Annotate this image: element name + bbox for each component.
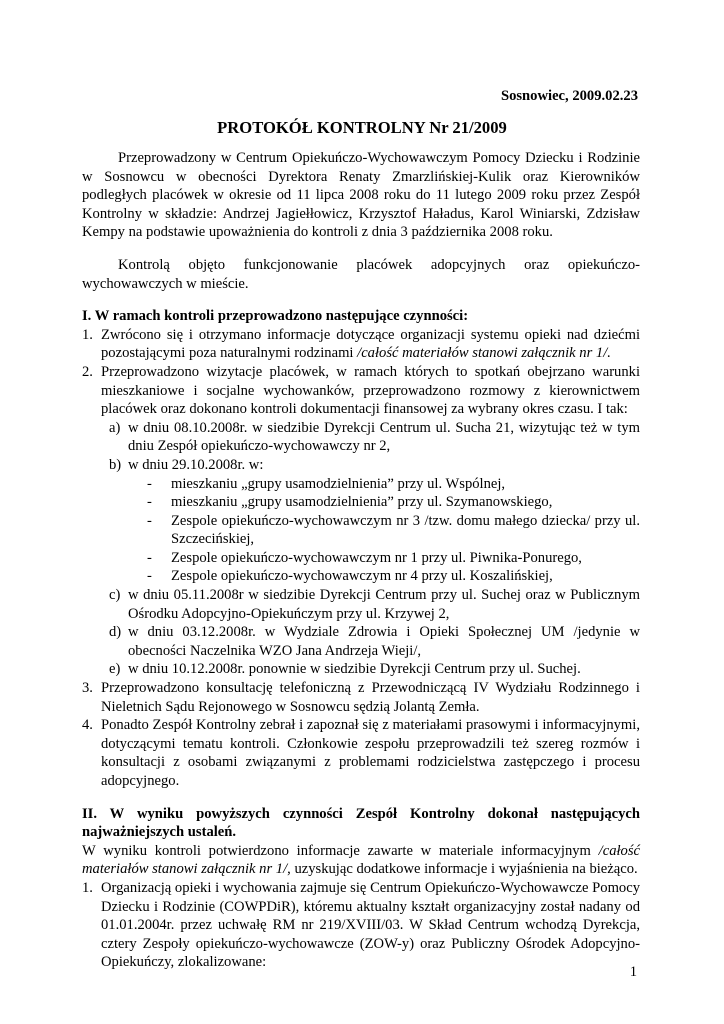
intro-paragraph: Przeprowadzony w Centrum Opiekuńczo-Wychowawczym Pomocy Dziecku i Rodzinie w Sosnowcu w obecności Dyrektora Renaty Zmarzlińskiej-Kulik oraz Kierowników podległych placówek w okresie od 11 lipca 2008 roku do 11 lutego 2009 roku przez Zespół Kontrolny w składzie: Andrzej Jagiełłowicz, Krzysztof Haładus, Karol Winiarski, Zdzisław Kempy na podstawie upoważnienia do kontroli z dnia 3 października 2008 roku.: [82, 150, 640, 241]
list-item: 2. Przeprowadzono wizytacje placówek, w ramach których to spotkań obejrzano warunki mieszkaniowe i socjalne wychowanków, przeprowadzono rozmowy z kierownictwem placówek oraz dokonano kontroli dokumentacji finansowej za wybrany okres czasu. I tak:: [82, 363, 640, 418]
attachment-note: /całość materiałów stanowi załącznik nr 1/: [82, 842, 640, 878]
findings-paragraph: W wyniku kontroli potwierdzono informacje zawarte w materiale informacyjnym /całość materiałów stanowi załącznik nr 1/, uzyskując dodatkowe informacje i wyjaśnienia na bieżąco.: [82, 842, 640, 878]
attachment-note: /całość materiałów stanowi załącznik nr 1/.: [357, 345, 611, 362]
page-number: 1: [629, 964, 637, 980]
sub-item: b) w dniu 29.10.2008r. w:: [109, 456, 264, 473]
dash-item: - mieszkaniu „grupy usamodzielnienia” przy ul. Wspólnej,: [147, 475, 506, 492]
sub-item: c) w dniu 05.11.2008r w siedzibie Dyrekcji Centrum przy ul. Suchej oraz w Publicznym Ośrodku Adopcyjno-Opiekuńczym przy ul. Krzywej 2,: [109, 587, 640, 622]
list-item: 1. Zwrócono się i otrzymano informacje dotyczące organizacji systemu opieki nad dziećmi pozostającymi poza naturalnymi rodzinami /całość materiałów stanowi załącznik nr 1/.: [82, 326, 640, 362]
scope-paragraph: Kontrolą objęto funkcjonowanie placówek adopcyjnych oraz opiekuńczo-wychowawczych w mieście.: [82, 256, 640, 292]
list-item: 4. Ponadto Zespół Kontrolny zebrał i zapoznał się z materiałami prasowymi i informacyjnymi, dotyczącymi tematu kontroli. Członkowie zespołu przeprowadzili też szereg rozmów i konsultacji z osobami związanymi z problemami rodzicielstwa zastępczego i procesu adopcyjnego.: [82, 717, 640, 789]
section-1-heading: I. W ramach kontroli przeprowadzono następujące czynności:: [82, 308, 469, 325]
place-date: Sosnowiec, 2009.02.23: [500, 88, 638, 104]
dash-item: - Zespole opiekuńczo-wychowawczym nr 3 /tzw. domu małego dziecka/ przy ul. Szczecińskiej,: [147, 512, 640, 548]
sub-item: e) w dniu 10.12.2008r. ponownie w siedzibie Dyrekcji Centrum przy ul. Suchej.: [109, 661, 581, 678]
dash-item: - Zespole opiekuńczo-wychowawczym nr 4 przy ul. Koszalińskiej,: [147, 568, 553, 585]
list-item: 1. Organizacją opieki i wychowania zajmuje się Centrum Opiekuńczo-Wychowawcze Pomocy Dziecku i Rodzinie (COWPDiR), któremu aktualny kształt organizacyjny został nadany od 01.01.2004r. przez uchwałę RM nr 219/XVIII/03. W Skład Centrum wchodzą Dyrekcja, cztery Zespoły opiekuńczo-wychowawcze (ZOW-y) oraz Publiczny Ośrodek Adopcyjno-Opiekuńczy, zlokalizowane:: [82, 879, 640, 971]
list-item: 3. Przeprowadzono konsultację telefoniczną z Przewodniczącą IV Wydziału Rodzinnego i Nieletnich Sądu Rejonowego w Sosnowcu sędzią Jolantą Zemła.: [82, 680, 640, 715]
section-2-list: [82, 879, 640, 972]
document-body: [82, 149, 640, 972]
sub-item: d) w dniu 03.12.2008r. w Wydziale Zdrowia i Opieki Społecznej UM /jedynie w obecności Naczelnika WZO Jana Andrzeja Wieji/,: [109, 624, 640, 659]
section-1-list: [82, 326, 640, 791]
dash-item: - Zespole opiekuńczo-wychowawczym nr 1 przy ul. Piwnika-Ponurego,: [147, 549, 582, 566]
section-2-heading: II. W wyniku powyższych czynności Zespół Kontrolny dokonał następujących najważniejszych ustaleń.: [82, 805, 640, 841]
dash-item: - mieszkaniu „grupy usamodzielnienia” przy ul. Szymanowskiego,: [147, 494, 553, 511]
sub-item: a) w dniu 08.10.2008r. w siedzibie Dyrekcji Centrum ul. Sucha 21, wizytując też w tym dniu Zespół opiekuńczo-wychowawczy nr 2,: [109, 419, 640, 455]
document-title: PROTOKÓŁ KONTROLNY Nr 21/2009: [217, 118, 507, 137]
